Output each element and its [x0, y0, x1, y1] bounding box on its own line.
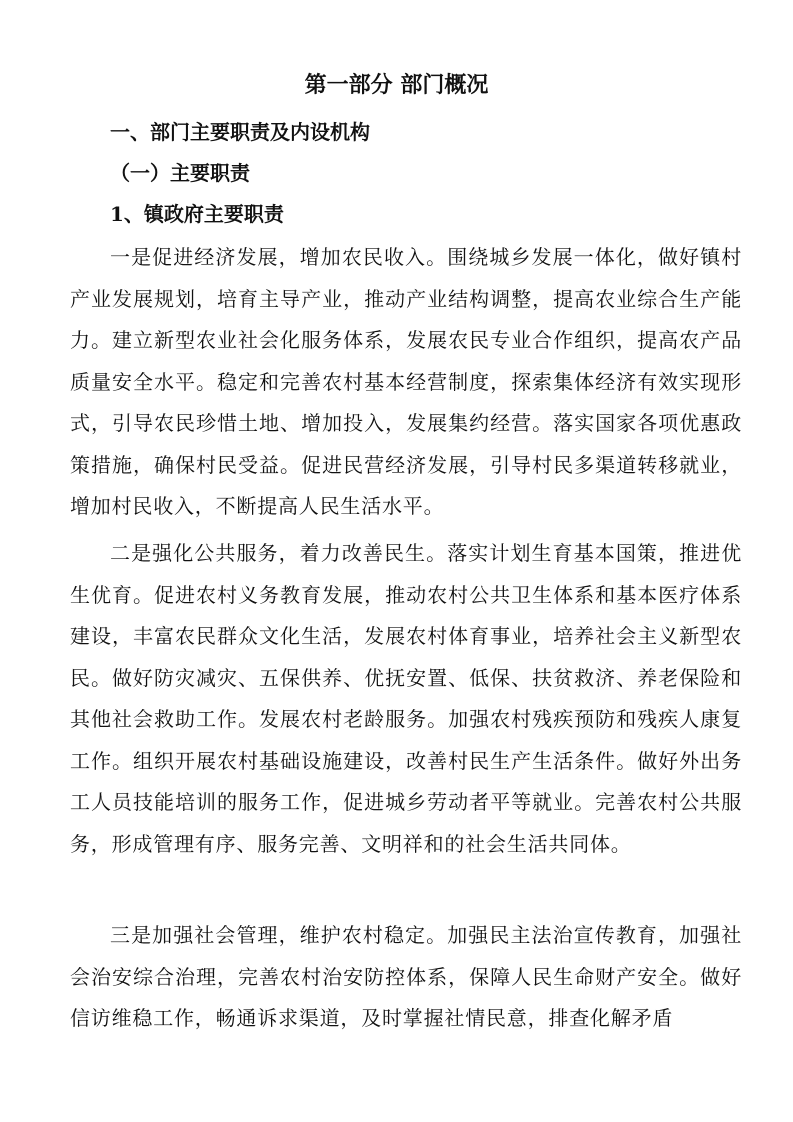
subsection-heading: （一）主要职责	[110, 161, 250, 185]
paragraph-economic-development: 一是促进经济发展，增加农民收入。围绕城乡发展一体化，做好镇村产业发展规划，培育主导产业，推动产业结构调整，提高农业综合生产能力。建立新型农业社会化服务体系，发展农民专业合作组织，提高农产品质量安全水平。稳定和完善农村基本经营制度，探索集体经济有效实现形式，引导农民珍惜土地、增加投入，发展集约经营。落实国家各项优惠政策措施，确保村民受益。促进民营经济发展，引导村民多渠道转移就业，增加村民收入，不断提高人民生活水平。	[70, 245, 742, 518]
page-title: 第一部分 部门概况	[304, 73, 489, 98]
paragraph-social-management: 三是加强社会管理，维护农村稳定。加强民主法治宣传教育，加强社会治安综合治理，完善农村治安防控体系，保障人民生命财产安全。做好信访维稳工作，畅通诉求渠道，及时掌握社情民意，排查化解矛盾	[70, 923, 742, 1030]
section-heading: 一、部门主要职责及内设机构	[110, 120, 370, 144]
item-heading: 1、镇政府主要职责	[110, 202, 284, 226]
paragraph-public-service: 二是强化公共服务，着力改善民生。落实计划生育基本国策，推进优生优育。促进农村义务教育发展，推动农村公共卫生体系和基本医疗体系建设，丰富农民群众文化生活，发展农村体育事业，培养社会主义新型农民。做好防灾减灾、五保供养、优抚安置、低保、扶贫救济、养老保险和其他社会救助工作。发展农村老龄服务。加强农村残疾预防和残疾人康复工作。组织开展农村基础设施建设，改善村民生产生活条件。做好外出务工人员技能培训的服务工作，促进城乡劳动者平等就业。完善农村公共服务，形成管理有序、服务完善、文明祥和的社会生活共同体。	[70, 541, 742, 856]
